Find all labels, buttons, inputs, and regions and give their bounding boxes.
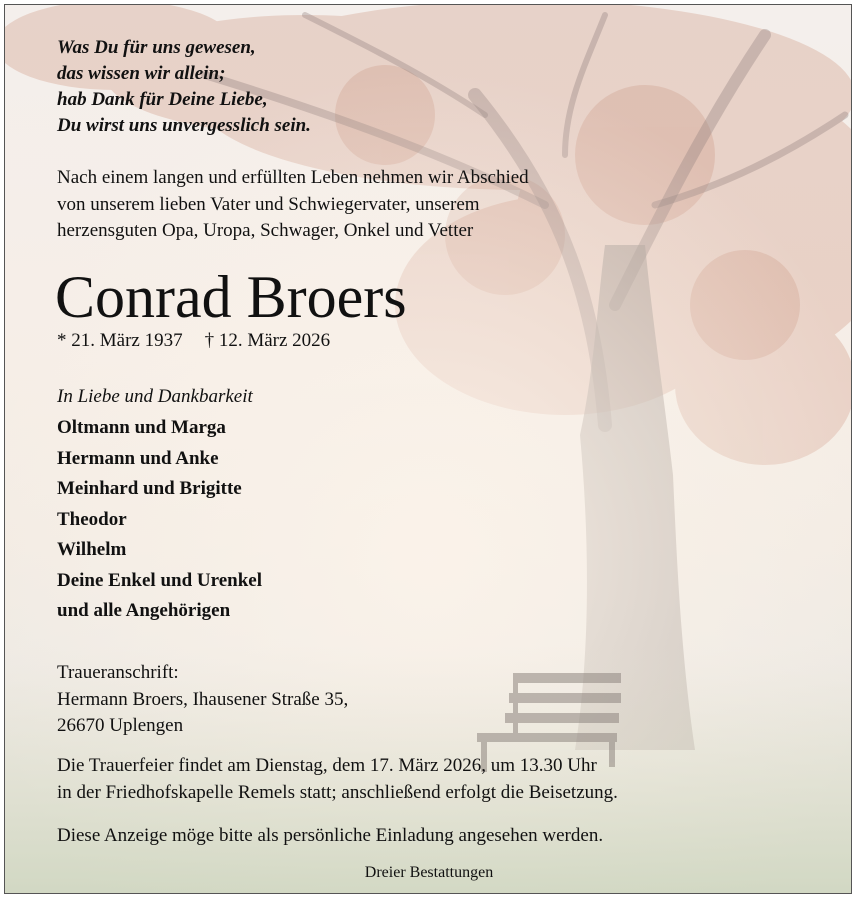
notice-content: [5, 5, 852, 894]
poem-line: Du wirst uns unvergesslich sein.: [57, 115, 311, 136]
obituary-notice: [4, 4, 852, 894]
mourner: Oltmann und Marga: [57, 417, 226, 438]
intro-line: Nach einem langen und erfüllten Leben nehmen wir Abschied: [57, 167, 529, 188]
mourning-address: [57, 660, 348, 740]
funeral-home-name: Dreier Bestattungen: [364, 864, 494, 881]
deceased-name: Conrad Broers: [55, 264, 407, 330]
ceremony-info: [57, 753, 618, 806]
mourner: Deine Enkel und Urenkel: [57, 569, 262, 591]
address-line: 26670 Uplengen: [57, 715, 184, 736]
ceremony-line: Die Trauerfeier findet am Dienstag, dem 17. März 2026, um 13.30 Uhr: [57, 755, 597, 776]
poem-line: Was Du für uns gewesen,: [57, 37, 256, 58]
intro-line: herzensguten Opa, Uropa, Schwager, Onkel und Vetter: [57, 220, 474, 241]
intro-line: von unserem lieben Vater und Schwiegervater, unserem: [57, 193, 480, 215]
ceremony-line: in der Friedhofskapelle Remels statt; anschließend erfolgt die Beisetzung.: [57, 781, 618, 803]
mourner: Meinhard und Brigitte: [57, 478, 242, 499]
address-line: Hermann Broers, Ihausener Straße 35,: [57, 688, 349, 710]
poem-line: hab Dank für Deine Liebe,: [57, 89, 268, 110]
farewell-intro: [57, 165, 529, 245]
address-line: Traueranschrift:: [57, 662, 179, 683]
mourners-list: [57, 413, 262, 627]
mourner: Wilhelm: [57, 539, 127, 560]
invitation-note: Diese Anzeige möge bitte als persönliche Einladung angesehen werden.: [57, 825, 604, 846]
poem-line: das wissen wir allein;: [57, 63, 226, 84]
memorial-poem: [57, 35, 311, 139]
birth-date: * 21. März 1937: [57, 330, 183, 351]
mourner: Hermann und Anke: [57, 447, 219, 469]
mourner: Theodor: [57, 508, 127, 530]
mourner: und alle Angehörigen: [57, 600, 231, 621]
death-date: † 12. März 2026: [204, 330, 331, 351]
life-dates: [57, 329, 330, 353]
dedication-line: In Liebe und Dankbarkeit: [57, 386, 253, 407]
